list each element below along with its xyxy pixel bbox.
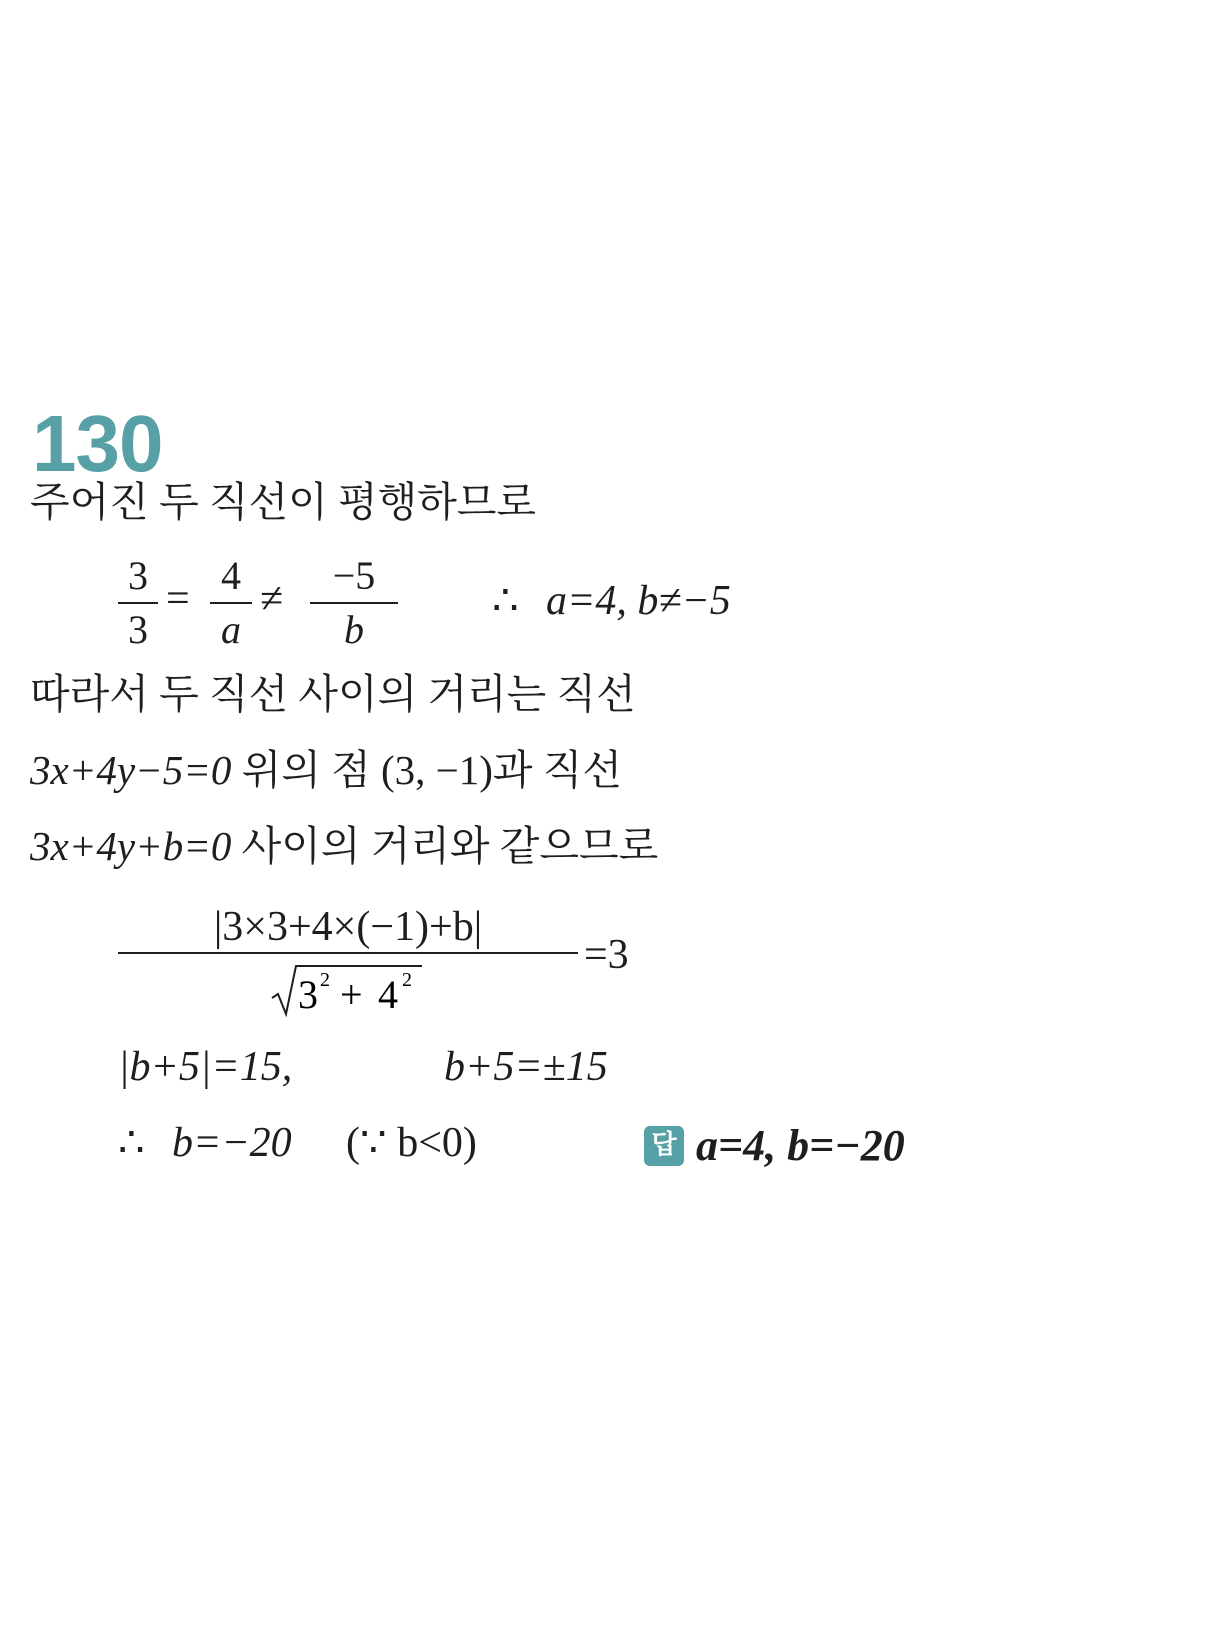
fraction-minus5-over-b — [310, 553, 398, 652]
fraction-denominator: 3 — [128, 607, 148, 652]
not-equal-sign: ≠ — [260, 576, 284, 622]
den-base-2: 4 — [378, 972, 398, 1017]
same-distance-text: 사이의 거리와 같으므로 — [241, 823, 659, 869]
fraction-bar — [310, 602, 398, 604]
fraction-numerator: 3 — [128, 553, 148, 598]
sqrt-denominator — [270, 960, 430, 1020]
den-plus: + — [340, 972, 363, 1017]
fraction-numerator: 4 — [221, 553, 241, 598]
distance-numerator: |3×3+4×(−1)+b| — [213, 904, 483, 950]
fraction-denominator: a — [221, 607, 241, 652]
equals-sign: = — [166, 576, 190, 622]
problem-number: 130 — [32, 399, 163, 488]
absolute-equation: |b+5|=15, — [118, 1044, 293, 1090]
therefore-symbol: ∴ — [492, 578, 519, 624]
fraction-bar — [118, 602, 158, 604]
fraction-4-over-a — [210, 553, 252, 652]
line-equation-row-1 — [30, 747, 622, 793]
fraction-bar — [210, 602, 252, 604]
fraction-denominator: b — [344, 607, 364, 652]
eq1-result: a=4, b≠−5 — [546, 578, 731, 624]
therefore-symbol-2: ∴ — [118, 1120, 145, 1166]
line-equation-1: 3x+4y−5=0 — [30, 747, 232, 793]
distance-statement-line: 따라서 두 직선 사이의 거리는 직선 — [30, 671, 636, 717]
line-equation-row-2 — [30, 823, 659, 869]
answer-badge: 답 — [644, 1126, 684, 1166]
den-exponent-2: 2 — [402, 969, 412, 991]
plus-minus-equation: b+5=±15 — [444, 1044, 608, 1090]
answer-text: a=4, b=−20 — [696, 1121, 905, 1170]
line-equation-2: 3x+4y+b=0 — [30, 823, 232, 869]
point-text: 위의 점 (3, −1)과 직선 — [241, 747, 622, 793]
den-exponent-1: 2 — [320, 969, 330, 991]
answer-row — [644, 1120, 905, 1171]
b-condition: (∵ b<0) — [346, 1120, 477, 1166]
intro-line: 주어진 두 직선이 평행하므로 — [30, 479, 537, 525]
distance-fraction-bar — [118, 952, 578, 954]
fraction-numerator: −5 — [332, 553, 376, 598]
den-base-1: 3 — [298, 972, 318, 1017]
distance-rhs: =3 — [584, 932, 629, 978]
b-result: b=−20 — [172, 1120, 292, 1166]
fraction-3-over-3 — [118, 553, 158, 652]
